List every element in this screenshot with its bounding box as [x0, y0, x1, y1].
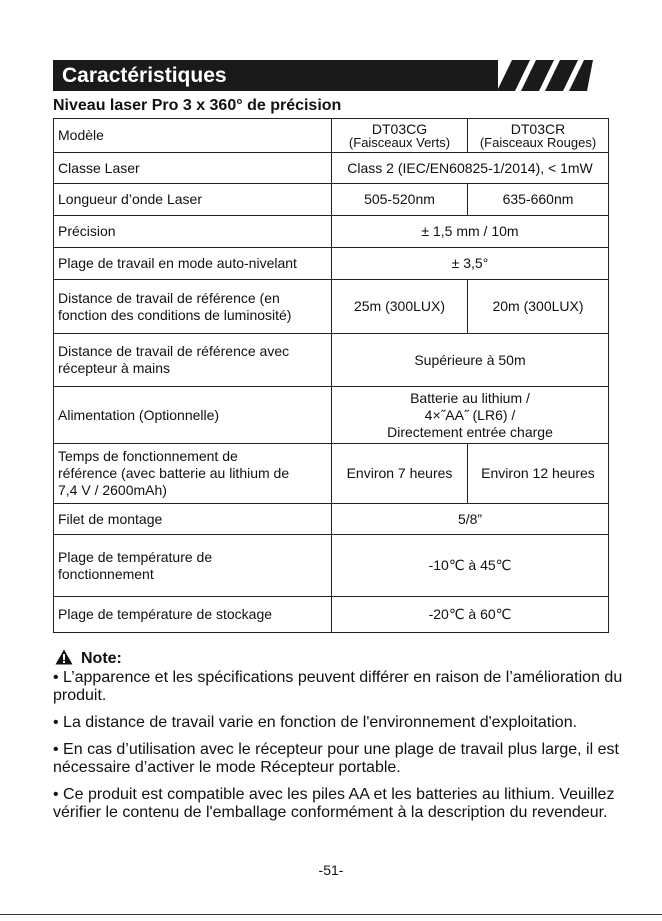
- row-value-green: 505-520nm: [332, 184, 468, 216]
- row-label-line: fonction des conditions de luminosité): [58, 306, 292, 323]
- row-label: [54, 334, 332, 387]
- table-row: [54, 184, 609, 216]
- table-row: [54, 153, 609, 184]
- model-beam: (Faisceaux Rouges): [479, 134, 597, 150]
- table-row-model: [54, 119, 609, 153]
- row-value-red: 635-660nm: [468, 184, 609, 216]
- note-heading: [55, 649, 122, 669]
- row-label-line: Temps de fonctionnement de: [58, 448, 238, 464]
- row-label: Modèle: [54, 119, 332, 153]
- row-label: [54, 280, 332, 334]
- table-row: [54, 280, 609, 334]
- header-stripes-decoration: [498, 60, 593, 91]
- table-row: [54, 248, 609, 280]
- table-row: [54, 504, 609, 535]
- row-label-line: récepteur à mains: [58, 360, 171, 376]
- row-value: ± 1,5 mm / 10m: [332, 216, 609, 248]
- model-name: DT03CR: [510, 120, 566, 137]
- table-row: [54, 216, 609, 248]
- row-value-green: Environ 7 heures: [332, 444, 468, 504]
- page-number: -51-: [318, 862, 344, 878]
- row-label: Plage de température de stockage: [54, 597, 332, 633]
- row-label-line: 7,4 V / 2600mAh): [58, 482, 167, 498]
- row-label: Plage de travail en mode auto-nivelant: [54, 248, 332, 280]
- table-row: [54, 597, 609, 633]
- model-cell-green: [332, 119, 468, 153]
- note-title: Note:: [81, 650, 122, 667]
- section-title: Caractéristiques: [62, 64, 227, 87]
- model-cell-red: [468, 119, 609, 153]
- row-value: -20℃ à 60℃: [332, 597, 609, 633]
- table-row: [54, 535, 609, 597]
- note-item: • La distance de travail varie en fonction de l'environnement d'exploitation.: [53, 714, 578, 731]
- row-value: [332, 387, 609, 444]
- model-name: DT03CG: [371, 120, 428, 137]
- model-beam: (Faisceaux Verts): [348, 134, 451, 150]
- row-label-line: Distance de travail de référence avec: [58, 343, 290, 359]
- note-item: • En cas d’utilisation avec le récepteur pour une plage de travail plus large, il est nécessaire d’activer le mode Récepteur portable.: [53, 741, 619, 776]
- row-value-red: 20m (300LUX): [468, 280, 609, 334]
- row-label-line: Plage de température de: [58, 548, 213, 565]
- row-label: Longueur d’onde Laser: [54, 184, 332, 216]
- section-header: [53, 60, 588, 91]
- warning-triangle-icon: [55, 649, 73, 665]
- row-label-line: Distance de travail de référence (en: [58, 289, 280, 306]
- row-value: ± 3,5°: [332, 248, 609, 280]
- row-value-line: Directement entrée charge: [387, 423, 553, 440]
- row-value: Class 2 (IEC/EN60825-1/2014), < 1mW: [332, 153, 609, 184]
- row-label: Filet de montage: [54, 504, 332, 535]
- row-value-red: Environ 12 heures: [468, 444, 609, 504]
- row-label: Alimentation (Optionnelle): [54, 387, 332, 444]
- row-value: Supérieure à 50m: [332, 334, 609, 387]
- row-label: [54, 444, 332, 504]
- bottom-divider: [0, 914, 662, 915]
- row-value-green: 25m (300LUX): [332, 280, 468, 334]
- row-label: Précision: [54, 216, 332, 248]
- row-value-line: 4×˝AA˝ (LR6) /: [424, 406, 516, 423]
- table-row: [54, 334, 609, 387]
- table-row: [54, 387, 609, 444]
- notes-list: [53, 669, 623, 831]
- row-label-line: référence (avec batterie au lithium de: [58, 465, 290, 481]
- row-value-line: Batterie au lithium /: [410, 389, 530, 406]
- row-label-line: fonctionnement: [58, 565, 154, 582]
- row-value: -10℃ à 45℃: [332, 535, 609, 597]
- row-label: [54, 535, 332, 597]
- spec-table: [53, 118, 609, 633]
- note-item: • L’apparence et les spécifications peuvent différer en raison de l’amélioration du produit.: [53, 669, 623, 704]
- row-value: 5/8”: [332, 504, 609, 535]
- product-subtitle: Niveau laser Pro 3 x 360° de précision: [53, 97, 342, 114]
- table-row: [54, 444, 609, 504]
- row-label: Classe Laser: [54, 153, 332, 184]
- note-item: • Ce produit est compatible avec les piles AA et les batteries au lithium. Veuillez vérifier le contenu de l'emballage conformément à la description du revendeur.: [53, 786, 615, 821]
